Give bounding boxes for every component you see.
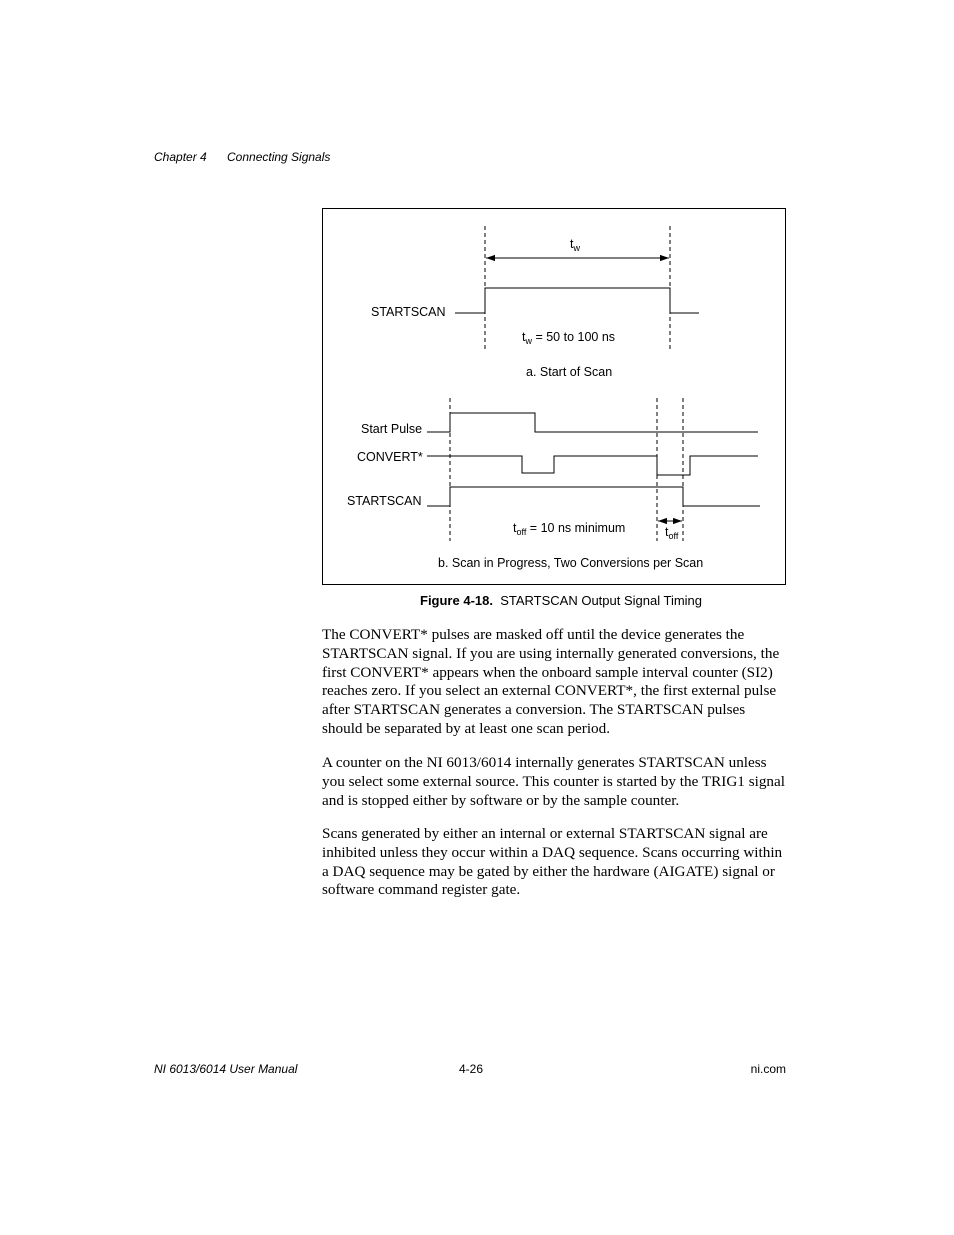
- caption-a: a. Start of Scan: [526, 365, 613, 379]
- start-pulse-label: Start Pulse: [361, 422, 423, 436]
- figure-timing-diagram: [322, 208, 786, 585]
- startscan-waveform-b: [427, 487, 760, 506]
- convert-label: CONVERT*: [357, 450, 423, 464]
- convert-waveform: [427, 456, 758, 475]
- tw-label: $t_w$: [570, 237, 580, 253]
- body-paragraph-2: A counter on the NI 6013/6014 internally generates STARTSCAN unless you select some external source. This counter is started by the TRIG1 signal and is stopped either by software or by the sample counter.: [322, 754, 785, 809]
- timing-diagram-svg: [323, 209, 785, 584]
- header-chapter: Chapter 4: [154, 150, 207, 164]
- startscan-waveform-a: [455, 288, 699, 313]
- startscan-label-b: STARTSCAN: [347, 494, 422, 508]
- body-paragraph-1: The CONVERT* pulses are masked off until the device generates the STARTSCAN signal. If you are using internally generated conversions, the first CONVERT* appears when the onboard sample interval counter (SI2) reaches zero. If you select an external CONVERT*, the first external pulse after STARTSCAN generates a conversion. The STARTSCAN pulses should be separated by at least one scan period.: [322, 626, 780, 737]
- startscan-label-a: STARTSCAN: [371, 305, 446, 319]
- start-pulse-waveform: [427, 413, 758, 432]
- footer-site: ni.com: [750, 1062, 786, 1076]
- figure-caption: [420, 593, 702, 608]
- caption-b: b. Scan in Progress, Two Conversions per Scan: [438, 556, 704, 570]
- figure-number: Figure 4-18.: [420, 593, 493, 608]
- toff-label: $t_{off}$: [665, 525, 679, 541]
- footer-manual-title: NI 6013/6014 User Manual: [154, 1062, 298, 1076]
- body-paragraph-3: Scans generated by either an internal or external STARTSCAN signal are inhibited unless they occur within a DAQ sequence. Scans occurring within a DAQ sequence may be gated by either the hardware (AIGATE) signal or software command register gate.: [322, 825, 783, 899]
- footer-page-number: 4-26: [459, 1062, 484, 1076]
- toff-value-label: $t_{off} = 10$ ns minimum: [513, 521, 626, 537]
- header-section-title: Connecting Signals: [227, 150, 331, 164]
- tw-value-label: $t_w = 50$ to 100 ns: [522, 330, 616, 346]
- figure-title: STARTSCAN Output Signal Timing: [500, 593, 703, 608]
